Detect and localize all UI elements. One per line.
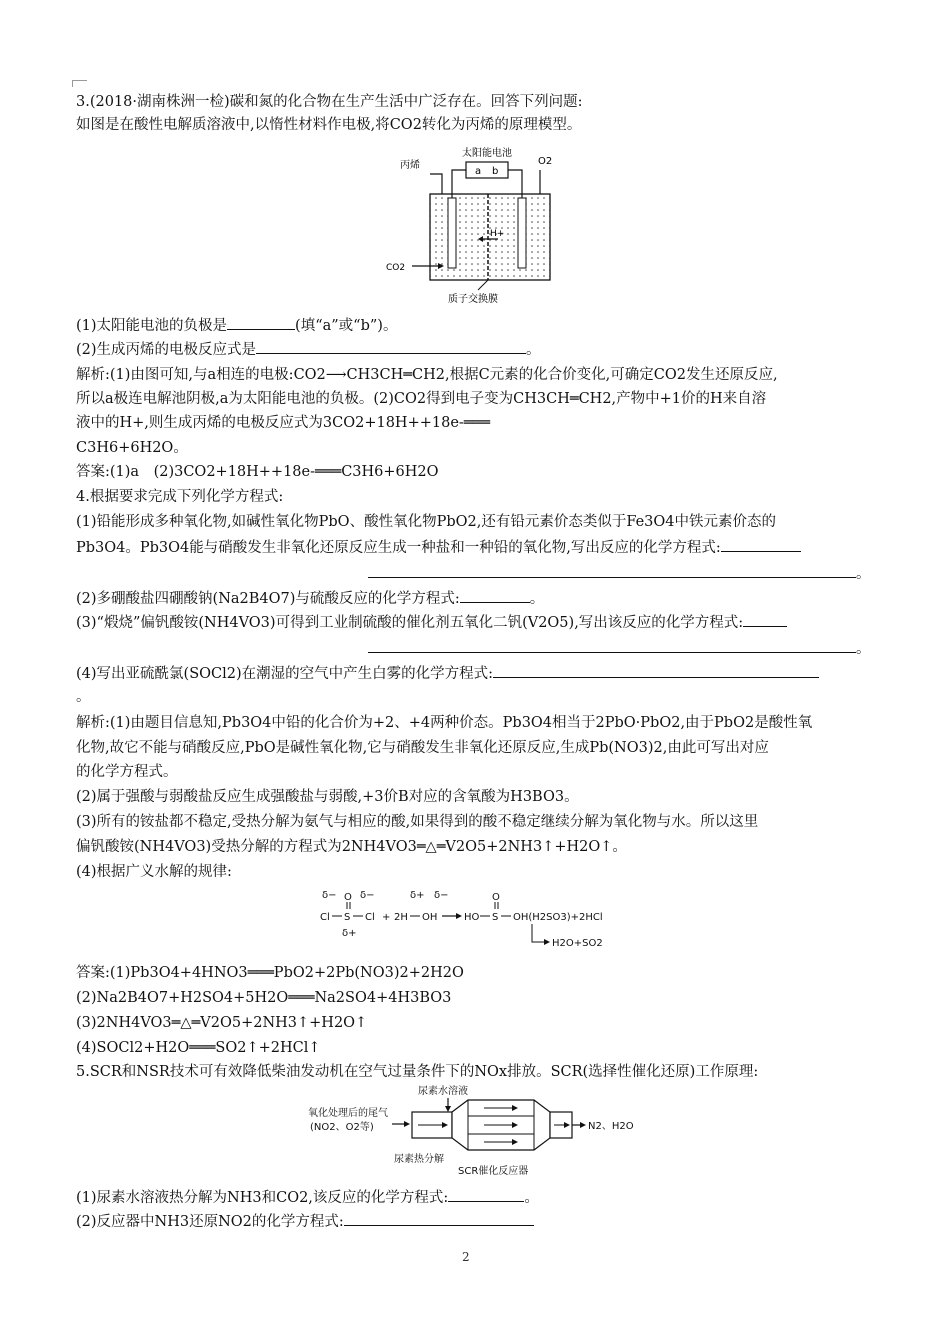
q3-part2-tail: 。 <box>526 342 541 358</box>
q4-part2-text: (2)多硼酸盐四硼酸钠(Na2B4O7)与硫酸反应的化学方程式: <box>76 591 460 607</box>
q4-answer-line: (2)Na2B4O7+H2SO4+5H2O═══Na2SO4+4H3BO3 <box>76 990 452 1006</box>
q4-answer-line: (3)2NH4VO3═△═V2O5+2NH3↑+H2O↑ <box>76 1015 368 1031</box>
q4-answer-line: (4)SOCl2+H2O═══SO2↑+2HCl↑ <box>76 1040 321 1056</box>
q4-part3-line2 <box>368 638 876 659</box>
delta-minus-label: δ− <box>360 890 375 901</box>
q3-analysis-line: 解析:(1)由图可知,与a相连的电极:CO2⟶CH3CH═CH2,根据C元素的化合价变化,可确定CO2发生还原反应, <box>76 367 778 383</box>
q3-intro: 如图是在酸性电解质溶液中,以惰性材料作电极,将CO2转化为丙烯的原理模型。 <box>76 117 582 133</box>
co2-label: CO2 <box>386 263 406 273</box>
water-label: 2H <box>394 912 408 923</box>
membrane-leader <box>478 280 488 290</box>
q3-analysis-line: 所以a极连电解池阴极,a为太阳能电池的负极。(2)CO2得到电子变为CH3CH═CH2,产物中+1价的H来自溶 <box>76 391 767 407</box>
propylene-pipe <box>430 174 442 194</box>
q4-part3-blank[interactable] <box>743 612 787 627</box>
outlet-label: N2、H2O <box>588 1121 634 1132</box>
q4-analysis-line: (2)属于强酸与弱酸盐反应生成强酸盐与弱酸,+3价B对应的含氧酸为H3BO3。 <box>76 789 579 805</box>
o2-label: O2 <box>538 156 553 167</box>
q4-part4-text: (4)写出亚硫酰氯(SOCl2)在潮湿的空气中产生白雾的化学方程式: <box>76 666 494 682</box>
delta-plus-label: δ+ <box>410 890 425 901</box>
decomposition-arrow <box>532 924 546 942</box>
q3-analysis-line: 液中的H+,则生成丙烯的电极反应式为3CO2+18H++18e-═══ <box>76 415 490 431</box>
electrolysis-svg <box>380 142 580 312</box>
q3-part1-blank[interactable] <box>227 315 295 330</box>
q4-part1-blank[interactable] <box>721 537 801 552</box>
solar-label: 太阳能电池 <box>462 148 512 159</box>
q5-part1 <box>76 1187 876 1208</box>
q4-analysis-line: 的化学方程式。 <box>76 764 178 780</box>
q3-part2-blank[interactable] <box>256 339 526 354</box>
q4-part1-text: Pb3O4。Pb3O4能与硝酸发生非氧化还原反应生成一种盐和一种铅的氧化物,写出反应的化学方程式: <box>76 540 721 556</box>
decomposition-arrowhead <box>544 939 550 945</box>
delta-minus-label: δ− <box>322 890 337 901</box>
q5-part1-blank[interactable] <box>448 1187 524 1202</box>
product-label: OH(H2SO3)+2HCl <box>513 912 603 923</box>
delta-plus-label: δ+ <box>342 928 357 939</box>
oxygen-label: O <box>492 892 500 903</box>
sulfur-label: S <box>492 912 499 923</box>
q4-analysis-line: 解析:(1)由题目信息知,Pb3O4中铅的化合价为+2、+4两种价态。Pb3O4相当于2PbO·PbO2,由于PbO2是酸性氧 <box>76 715 813 731</box>
q4-answer-line: 答案:(1)Pb3O4+4HNO3═══PbO2+2Pb(NO3)2+2H2O <box>76 965 464 981</box>
q4-analysis-line: (3)所有的铵盐都不稳定,受热分解为氨气与相应的酸,如果得到的酸不稳定继续分解为氧化物与水。所以这里 <box>76 814 759 830</box>
urea-solution-label: 尿素水溶液 <box>418 1086 468 1097</box>
chlorine-label: Cl <box>365 912 375 923</box>
ho-label: HO <box>464 912 480 923</box>
q5-part2 <box>76 1211 876 1232</box>
membrane-label: 质子交换膜 <box>448 294 498 305</box>
scr-svg <box>300 1084 650 1180</box>
scr-diagram <box>300 1084 650 1180</box>
q4-part1-end: 。 <box>856 566 871 582</box>
q5-part2-blank[interactable] <box>344 1211 534 1226</box>
corner-mark <box>72 80 87 87</box>
q4-part4-end: 。 <box>76 689 91 705</box>
sulfur-label: S <box>344 912 351 923</box>
right-electrode <box>518 198 526 268</box>
q3-answer: 答案:(1)a (2)3CO2+18H++18e-═══C3H6+6H2O <box>76 464 439 480</box>
delta-minus-label: δ− <box>434 890 449 901</box>
reaction-arrowhead <box>456 913 462 919</box>
decomposition-product: H2O+SO2 <box>552 938 603 949</box>
q5-part2-text: (2)反应器中NH3还原NO2的化学方程式: <box>76 1214 344 1230</box>
q3-part2-text: (2)生成丙烯的电极反应式是 <box>76 342 257 358</box>
inlet-composition: (NO2、O2等) <box>310 1122 374 1133</box>
q3-part1 <box>76 315 876 336</box>
pole-b-label: b <box>492 166 499 177</box>
inlet-label: 氧化处理后的尾气 <box>308 1108 388 1119</box>
q3-title: 3.(2018·湖南株洲一检)碳和氮的化合物在生产生活中广泛存在。回答下列问题: <box>76 94 583 110</box>
urea-arrowhead <box>445 1106 451 1112</box>
q3-analysis-line: C3H6+6H2O。 <box>76 440 188 456</box>
q4-part3 <box>76 612 876 633</box>
q4-part2-blank[interactable] <box>460 588 530 603</box>
q5-title: 5.SCR和NSR技术可有效降低柴油发动机在空气过量条件下的NOx排放。SCR(选择性催化还原)工作原理: <box>76 1064 759 1080</box>
page-number: 2 <box>462 1250 470 1264</box>
hydrolysis-svg <box>318 890 638 956</box>
q4-part1-line1: (1)铅能形成多种氧化物,如碱性氧化物PbO、酸性氧化物PbO2,还有铅元素价态类似于Fe3O4中铁元素价态的 <box>76 514 777 530</box>
q3-part1-tail: (填“a”或“b”)。 <box>295 318 398 334</box>
q4-part1-blank-cont[interactable] <box>368 563 856 578</box>
pole-a-label: a <box>475 166 482 177</box>
chlorine-label: Cl <box>320 912 330 923</box>
q4-part1-line2 <box>76 537 876 558</box>
q4-part2 <box>76 588 876 609</box>
q4-part2-end: 。 <box>529 591 545 607</box>
gas-inlet-arrowhead <box>404 1121 410 1127</box>
urea-decomposition-label: 尿素热分解 <box>394 1154 444 1165</box>
q4-part1-line3 <box>368 563 876 584</box>
q4-part3-end: 。 <box>856 641 871 657</box>
q5-part1-end: 。 <box>524 1190 539 1206</box>
reactor-label: SCR催化反应器 <box>458 1166 529 1177</box>
oxygen-label: O <box>344 892 352 903</box>
q3-part2 <box>76 339 876 360</box>
q5-part1-text: (1)尿素水溶液热分解为NH3和CO2,该反应的化学方程式: <box>76 1190 449 1206</box>
q4-part4-blank[interactable] <box>493 663 819 678</box>
q4-part4 <box>76 663 876 684</box>
hydrolysis-diagram <box>318 890 638 956</box>
left-electrode <box>448 198 456 268</box>
outlet-arrowhead <box>580 1122 586 1128</box>
proton-label: H+ <box>490 229 505 239</box>
hydroxyl-label: OH <box>422 912 438 923</box>
q4-part3-blank-cont[interactable] <box>368 638 856 653</box>
q4-analysis-line: 偏钒酸铵(NH4VO3)受热分解的方程式为2NH4VO3═△═V2O5+2NH3↑+H2O↑。 <box>76 839 627 855</box>
q3-part1-text: (1)太阳能电池的负极是 <box>76 318 228 334</box>
plus-sign: + <box>382 912 391 923</box>
electrolysis-diagram <box>380 142 580 312</box>
q4-analysis-line: 化物,故它不能与硝酸反应,PbO是碱性氧化物,它与硝酸发生非氧化还原反应,生成Pb(NO3)2,由此可写出对应 <box>76 740 769 756</box>
q4-part3-text: (3)“煅烧”偏钒酸铵(NH4VO3)可得到工业制硫酸的催化剂五氧化二钒(V2O5),写出该反应的化学方程式: <box>76 615 744 631</box>
propylene-label: 丙烯 <box>400 160 420 171</box>
q4-analysis-line: (4)根据广义水解的规律: <box>76 864 232 880</box>
q4-title: 4.根据要求完成下列化学方程式: <box>76 489 284 505</box>
solar-cell-box <box>466 162 508 178</box>
